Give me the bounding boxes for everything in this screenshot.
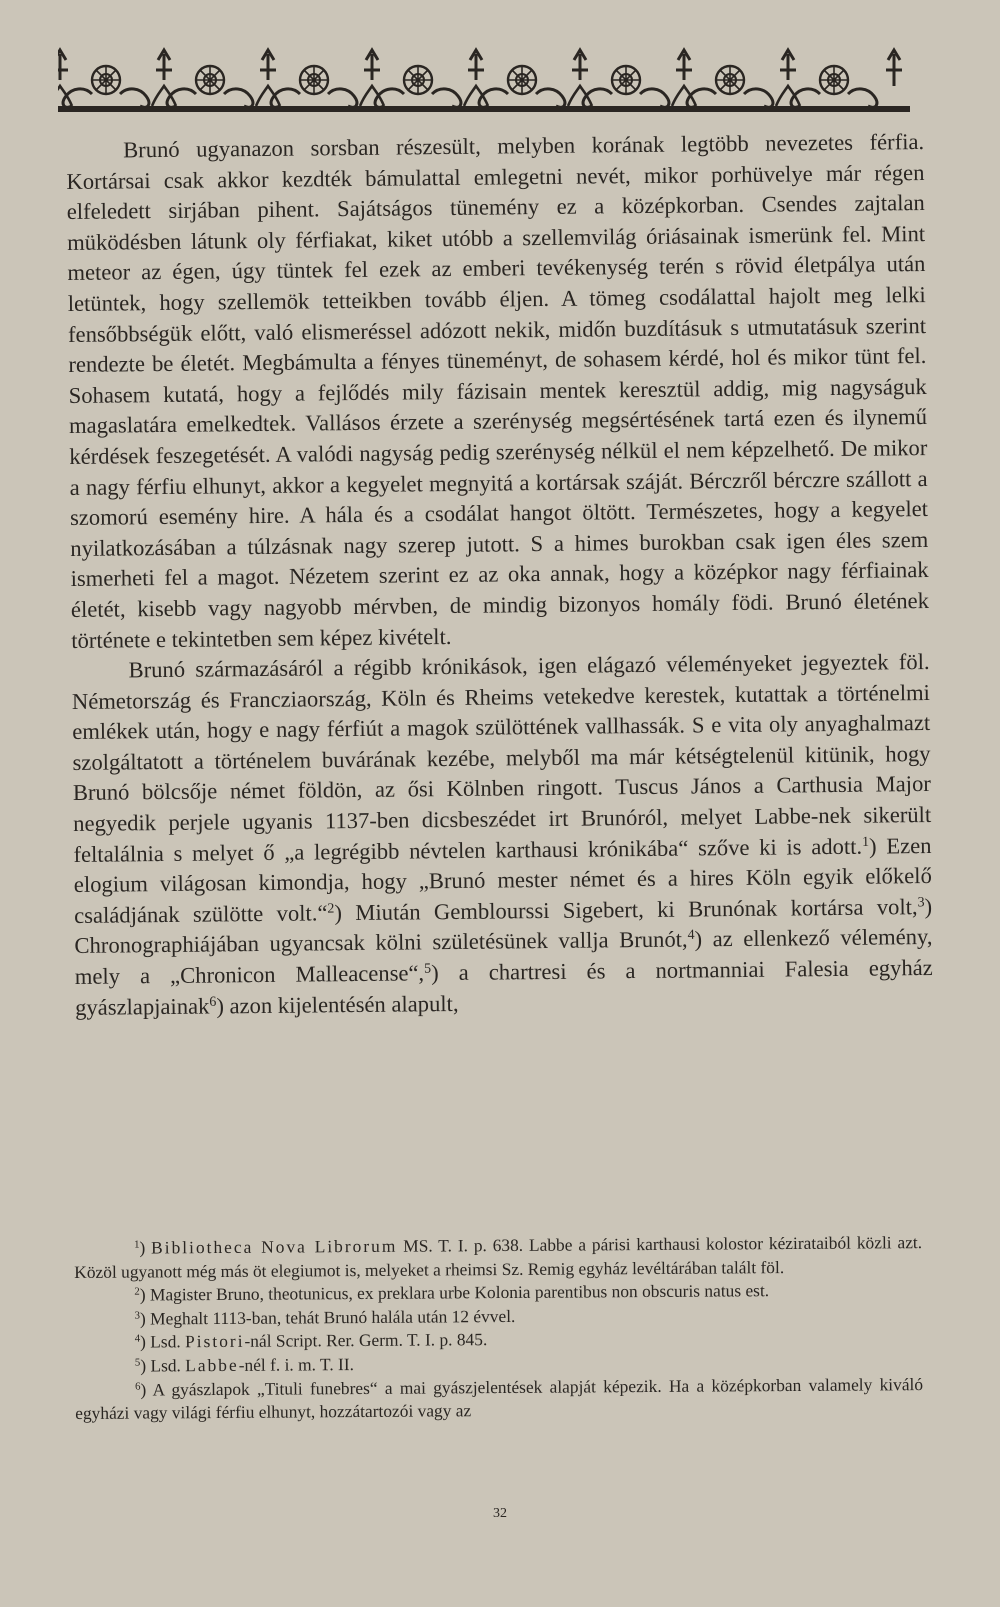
footnote-ref-3: 3 <box>917 895 925 911</box>
footnote-mark: 6 <box>135 1380 141 1393</box>
page-number: 32 <box>493 1506 507 1521</box>
footnote-title: Bibliotheca Nova Librorum <box>151 1235 398 1258</box>
footnote-mark: 5 <box>134 1356 141 1369</box>
footnote-mark: 2 <box>134 1285 140 1298</box>
footnote-4: $^4$) Lsd. Pistori-nál Script. Rer. Germ. T. I. p. 845. <box>134 1329 488 1352</box>
footnote-mark: 3 <box>134 1309 140 1322</box>
footnote-author: Labbe <box>185 1354 239 1376</box>
footnote-prefix: Lsd. <box>150 1355 186 1376</box>
paragraph-2-text: ) Chronographiájában ugyancsak kölni születésünek vallja Brunót, <box>74 893 933 959</box>
footnote-author: Pistori <box>184 1331 245 1352</box>
paragraph-1-text: Brunó ugyanazon sorsban részesült, melyben korának legtöbb nevezetes férfia. Kortársai csak akkor kezdték bámulattal emlegetni nevét, mikor porhüvelye már régen elfeledett sirjában pihent. Sajátságos tünemény ez a középkorban. Csendes zajtalan müködésben látunk oly férfiakat, kiket utóbb a szellemvilág óriásainak ismerünk fel. Mint meteor az égen, úgy tüntek fel ezek az emberi tevékenység terén s rövid életpálya után letüntek, hogy szellemök tetteikben tovább éljen. A tömeg csodálattal hajolt meg lelki fensőbbségük előtt, való elismeréssel adózott nekik, midőn buzdításuk s utmutatásuk szerint rendezte be életét. Megbámulta a fényes tüneményt, de sohasem kérdé, hol és mikor tünt fel. Sohasem kutatá, hogy a fejlődés mily fázisain mentek keresztül addig, mig nagyságuk magaslatára emelkedtek. Vallásos érzete a szerénység megsértésének tartá ezen és ilynemű kérdések feszegetését. A valódi nagyság pedig szerénység nélkül el nem képzelhető. De mikor a nagy férfiu elhunyt, akkor a kegyelet megnyitá a kortársak száját. Bérczről bérczre szállott a szomorú esemény hire. A hála és a csodálat hangot öltött. Természetes, hogy a kegyelet nyilatkozásában a túlzásnak nagy szerep jutott. S a himes burokban csak igen éles szem ismerheti fel a magot. Nézetem szerint ez az oka annak, hogy a középkor nagy férfiainak életét, kisebb vagy nagyobb mérvben, de mindig bizonyos homály födi. Brunó életének története e tekintetben sem képez kivételt. <box>66 129 930 653</box>
footnote-ref-1: 1 <box>861 834 870 850</box>
footnote-mark: 4 <box>134 1332 141 1346</box>
footnote-text: Magister Bruno, theotunicus, ex preklara urbe Kolonia parentibus non obscuris natus est. <box>149 1280 770 1305</box>
footnote-ref-4: 4 <box>687 928 695 944</box>
footnote-1: $^1$) Bibliotheca Nova Librorum MS. T. I. p. 638. Labbe a párisi karthausi kolostor kézirataiból közli azt. Közöl ugyanott még más öt elegiumot is, melyeket a rheimsi Sz. Remig egyház levéltárában talált föl. <box>74 1232 923 1282</box>
paragraph-2-text: ) Miután Gemblourssi Sigebert, ki Brunónak kortársa volt, <box>334 893 918 926</box>
paragraph-2-text: ) Ezen elogium világosan kimondja, hogy „Brunó mester német és a hires Köln egyik előkelő családjának szülötte volt.“ <box>73 832 932 928</box>
paragraph-1 <box>66 127 929 656</box>
footnote-5: $^5$) Lsd. Labbe-nél f. i. m. T. II. <box>134 1354 355 1376</box>
footnotes <box>74 1231 923 1426</box>
paragraph-2 <box>71 647 933 1023</box>
footnote-mark: 1 <box>134 1238 140 1251</box>
paragraph-2-text: Brunó származásáról a régibb krónikások, igen elágazó véleményeket jegyeztek föl. Németország és Francziaország, Köln és Rheims vetekedve kerestek, kutattak a történelmi emlékek után, hogy e nagy férfiút a magok szülöttének vallhassák. S e vita oly anyaghalmazt szolgáltatott a történelem buvárának kezébe, melyből ma már kétségtelenül kitünik, hogy Brunó bölcsője német földön, az ősi Kölnben ringott. Tuscus János a Carthusia Major negyedik perjele ugyanis 1137-ben dicsbeszédet irt Brunóról, melyet Labbe-nek sikerült feltalálnia s melyet ő „a legrégibb névtelen karthausi krónikába“ szőve ki is adott. <box>71 649 932 867</box>
footnote-text: -nál Script. Rer. Germ. T. I. p. 845. <box>244 1329 488 1352</box>
footnote-text: A gyászlapok „Tituli funebres“ a mai gyászjelentések alapját képezik. Ha a középkorban valamely kiváló egyházi vagy világi férfiu elhunyt, hozzátartozói vagy az <box>75 1373 924 1424</box>
paragraph-2-text: ) azon kijelentésén alapult, <box>216 990 459 1019</box>
footnote-text: Meghalt 1113-ban, tehát Brunó halála után 12 évvel. <box>150 1305 516 1329</box>
footnote-3: $^3$) Meghalt 1113-ban, tehát Brunó halála után 12 évvel. <box>134 1305 516 1329</box>
paragraph-2-text: ) az ellenkező vélemény, mely a „Chronicon Malleacense“, <box>74 924 933 989</box>
paragraph-2-text: ) a chartresi és a nortmanniai Falesia egyház gyászlapjainak <box>74 955 933 1020</box>
footnote-ref-6: 6 <box>209 994 217 1010</box>
footnote-2: $^2$) Magister Bruno, theotunicus, ex preklara urbe Kolonia parentibus non obscuris natus est. <box>134 1280 770 1305</box>
footnote-text: MS. T. I. p. 638. Labbe a párisi karthausi kolostor kézirataiból közli azt. Közöl ugyanott még más öt elegiumot is, melyeket a rheimsi Sz. Remig egyház levéltárában talált föl. <box>74 1232 923 1282</box>
footnote-ref-5: 5 <box>424 961 432 977</box>
main-text <box>66 127 933 1023</box>
footnote-6: $^6$) A gyászlapok „Tituli funebres“ a mai gyászjelentések alapját képezik. Ha a középkorban valamely kiváló egyházi vagy világi férfiu elhunyt, hozzátartozói vagy az <box>75 1373 924 1424</box>
footnote-prefix: Lsd. <box>150 1331 186 1352</box>
footnote-text: -nél f. i. m. T. II. <box>238 1354 355 1375</box>
decorative-header-ornament <box>58 46 910 114</box>
footnote-ref-2: 2 <box>327 901 335 917</box>
